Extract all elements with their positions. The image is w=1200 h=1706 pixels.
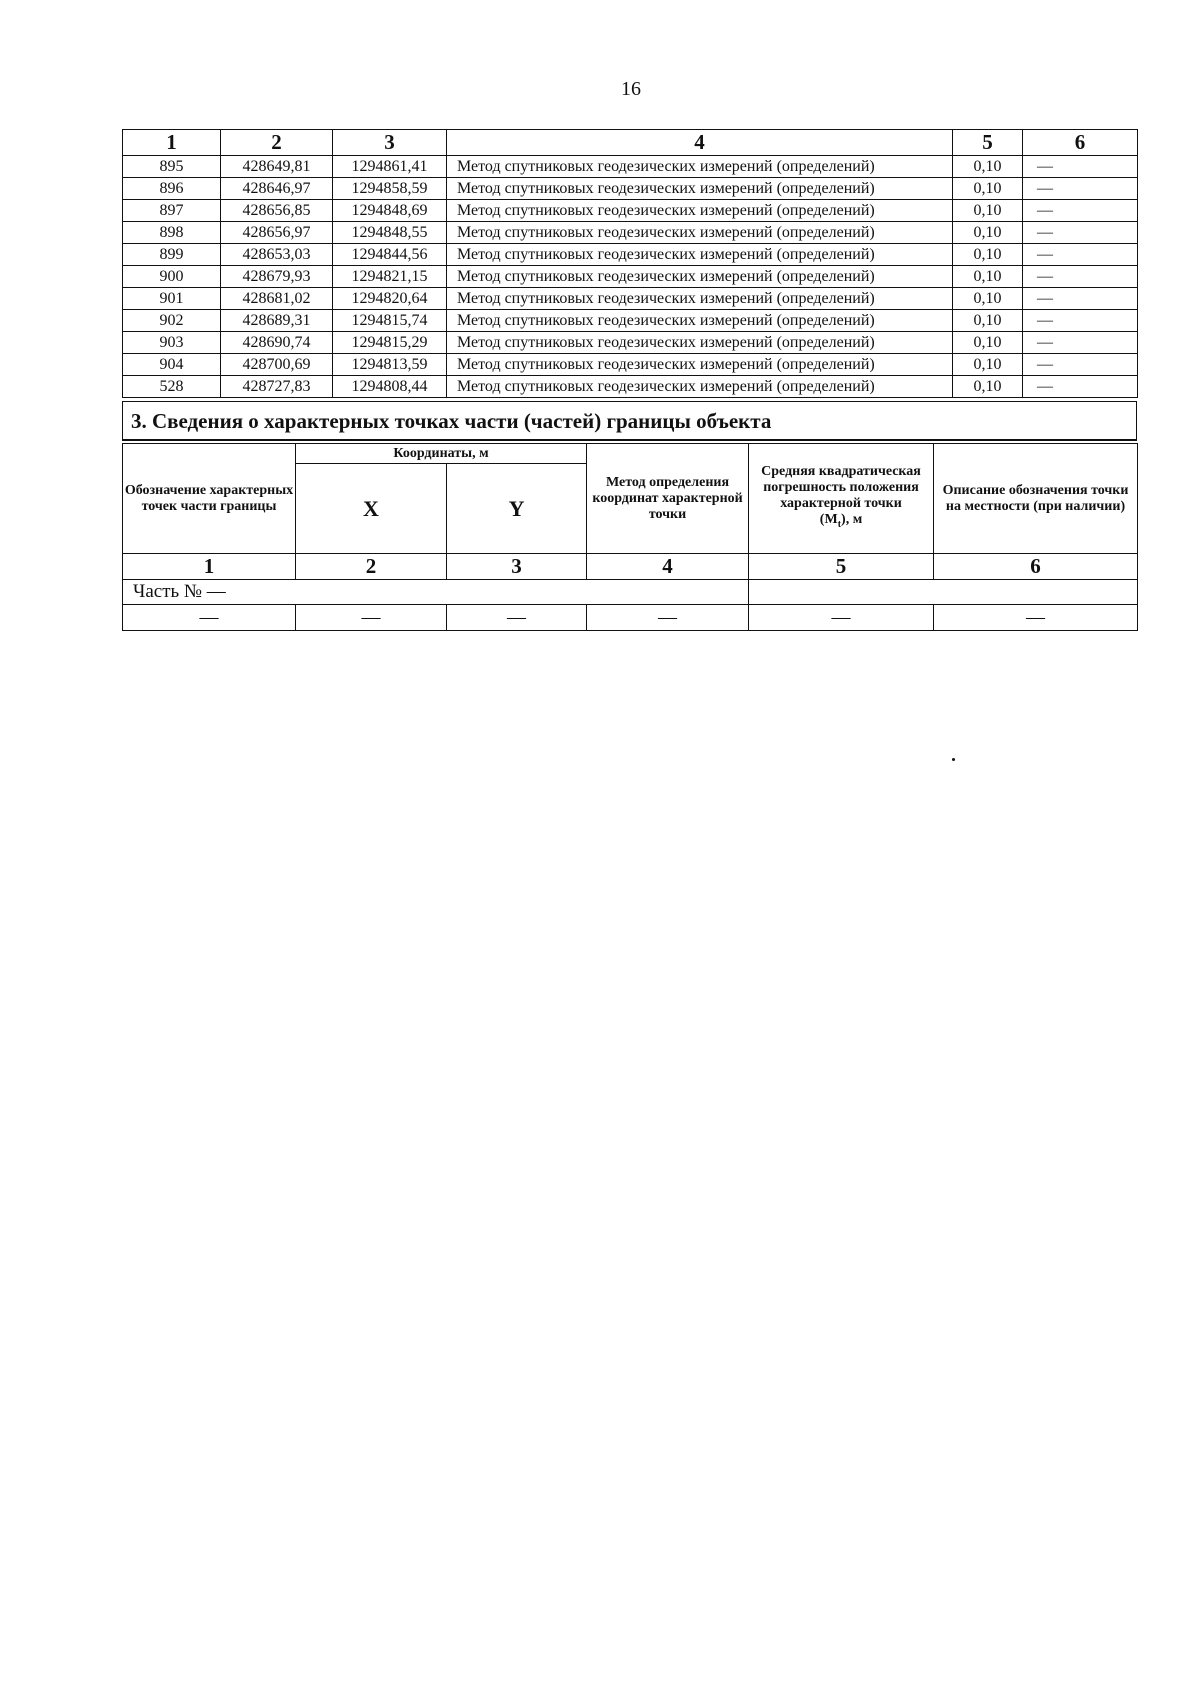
table-row — [123, 178, 1138, 200]
empty-cell: — — [296, 605, 447, 631]
coordinate-x: 428727,83 — [221, 376, 333, 398]
point-id: 902 — [123, 310, 221, 332]
column-number: 2 — [296, 554, 447, 580]
point-id: 528 — [123, 376, 221, 398]
header-coordinates: Координаты, м — [296, 444, 587, 464]
column-header: 1 — [123, 130, 221, 156]
method: Метод спутниковых геодезических измерений (определений) — [447, 288, 953, 310]
point-id: 897 — [123, 200, 221, 222]
accuracy: 0,10 — [953, 376, 1023, 398]
section-3-title: 3. Сведения о характерных точках части (частей) границы объекта — [131, 409, 772, 433]
page-number: 16 — [621, 78, 641, 100]
point-id: 901 — [123, 288, 221, 310]
coordinate-x: 428653,03 — [221, 244, 333, 266]
header-method: Метод определения координат характерной точки — [587, 444, 749, 554]
empty-cell: — — [587, 605, 749, 631]
description: — — [1023, 310, 1138, 332]
table-row — [123, 332, 1138, 354]
description: — — [1023, 222, 1138, 244]
method: Метод спутниковых геодезических измерений (определений) — [447, 222, 953, 244]
header-accuracy-unit: ), м — [841, 512, 863, 528]
coordinate-y: 1294813,59 — [333, 354, 447, 376]
description: — — [1023, 354, 1138, 376]
point-id: 904 — [123, 354, 221, 376]
coordinate-x: 428656,85 — [221, 200, 333, 222]
method: Метод спутниковых геодезических измерений (определений) — [447, 266, 953, 288]
accuracy: 0,10 — [953, 156, 1023, 178]
point-id: 896 — [123, 178, 221, 200]
empty-cell: — — [123, 605, 296, 631]
column-number: 1 — [123, 554, 296, 580]
header-description: Описание обозначения точки на местности (при наличии) — [934, 444, 1138, 554]
table-row — [123, 376, 1138, 398]
part-boundary-points-table — [122, 443, 1138, 631]
accuracy: 0,10 — [953, 354, 1023, 376]
column-header: 2 — [221, 130, 333, 156]
coordinate-x: 428690,74 — [221, 332, 333, 354]
coordinate-x: 428700,69 — [221, 354, 333, 376]
method: Метод спутниковых геодезических измерений (определений) — [447, 354, 953, 376]
description: — — [1023, 266, 1138, 288]
header-accuracy-text: Средняя квадратическая погрешность положения характерной точки — [761, 464, 921, 512]
header-accuracy — [749, 444, 934, 554]
column-number: 5 — [749, 554, 934, 580]
table-row — [123, 605, 1138, 631]
coordinate-y: 1294820,64 — [333, 288, 447, 310]
column-number: 6 — [934, 554, 1138, 580]
method: Метод спутниковых геодезических измерений (определений) — [447, 244, 953, 266]
empty-cell: — — [447, 605, 587, 631]
column-header: 6 — [1023, 130, 1138, 156]
coordinate-x: 428649,81 — [221, 156, 333, 178]
coordinate-x: 428689,31 — [221, 310, 333, 332]
header-y: Y — [447, 464, 587, 554]
description: — — [1023, 376, 1138, 398]
header-designation: Обозначение характерных точек части границы — [123, 444, 296, 554]
point-id: 898 — [123, 222, 221, 244]
table-row — [123, 156, 1138, 178]
point-id: 903 — [123, 332, 221, 354]
ink-speck — [952, 758, 955, 761]
column-number: 4 — [587, 554, 749, 580]
section-3-title-bar — [122, 401, 1137, 441]
coordinate-y: 1294858,59 — [333, 178, 447, 200]
accuracy: 0,10 — [953, 244, 1023, 266]
accuracy: 0,10 — [953, 288, 1023, 310]
empty-cell: — — [934, 605, 1138, 631]
table-row — [123, 266, 1138, 288]
table-row — [123, 310, 1138, 332]
table-row — [123, 288, 1138, 310]
point-id: 899 — [123, 244, 221, 266]
header-accuracy-subscript: t — [837, 518, 842, 530]
accuracy: 0,10 — [953, 178, 1023, 200]
coordinate-y: 1294815,74 — [333, 310, 447, 332]
coordinate-y: 1294821,15 — [333, 266, 447, 288]
coordinate-y: 1294815,29 — [333, 332, 447, 354]
empty-cell: — — [749, 605, 934, 631]
description: — — [1023, 288, 1138, 310]
method: Метод спутниковых геодезических измерений (определений) — [447, 310, 953, 332]
column-header: 4 — [447, 130, 953, 156]
accuracy: 0,10 — [953, 222, 1023, 244]
coordinate-y: 1294808,44 — [333, 376, 447, 398]
table-row — [123, 222, 1138, 244]
description: — — [1023, 200, 1138, 222]
point-id: 900 — [123, 266, 221, 288]
column-number: 3 — [447, 554, 587, 580]
coordinate-y: 1294844,56 — [333, 244, 447, 266]
coordinate-y: 1294861,41 — [333, 156, 447, 178]
description: — — [1023, 178, 1138, 200]
description: — — [1023, 332, 1138, 354]
method: Метод спутниковых геодезических измерений (определений) — [447, 332, 953, 354]
accuracy: 0,10 — [953, 310, 1023, 332]
table-row — [123, 200, 1138, 222]
accuracy: 0,10 — [953, 332, 1023, 354]
boundary-points-table — [122, 129, 1138, 398]
description: — — [1023, 156, 1138, 178]
coordinate-x: 428679,93 — [221, 266, 333, 288]
method: Метод спутниковых геодезических измерений (определений) — [447, 178, 953, 200]
table-header-row — [123, 130, 1138, 156]
coordinate-x: 428681,02 — [221, 288, 333, 310]
accuracy: 0,10 — [953, 266, 1023, 288]
column-header: 5 — [953, 130, 1023, 156]
description: — — [1023, 244, 1138, 266]
header-x: X — [296, 464, 447, 554]
coordinate-y: 1294848,69 — [333, 200, 447, 222]
table-row — [123, 354, 1138, 376]
part-label: Часть № — — [123, 580, 749, 605]
method: Метод спутниковых геодезических измерений (определений) — [447, 376, 953, 398]
column-header: 3 — [333, 130, 447, 156]
coordinate-y: 1294848,55 — [333, 222, 447, 244]
method: Метод спутниковых геодезических измерений (определений) — [447, 200, 953, 222]
coordinate-x: 428646,97 — [221, 178, 333, 200]
point-id: 895 — [123, 156, 221, 178]
part-label-blank — [749, 580, 1138, 605]
method: Метод спутниковых геодезических измерений (определений) — [447, 156, 953, 178]
accuracy: 0,10 — [953, 200, 1023, 222]
header-accuracy-symbol: (M — [819, 512, 838, 528]
coordinate-x: 428656,97 — [221, 222, 333, 244]
table-row — [123, 244, 1138, 266]
